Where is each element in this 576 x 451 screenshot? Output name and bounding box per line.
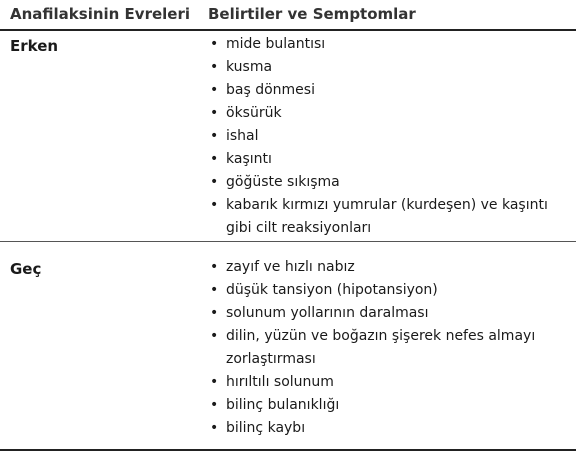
symptom-text: düşük tansiyon (hipotansiyon): [226, 282, 438, 298]
header-stage: Anafilaksinin Evreleri: [10, 5, 191, 23]
list-item: [208, 125, 558, 148]
bullet-icon: •: [210, 151, 219, 167]
bullet-icon: •: [210, 420, 219, 436]
symptom-text: zayıf ve hızlı nabız: [226, 259, 355, 275]
list-item: [208, 371, 558, 394]
list-item: [208, 302, 558, 325]
list-item: [208, 148, 558, 171]
symptom-text: ishal: [226, 128, 259, 144]
symptom-text: baş dönmesi: [226, 82, 315, 98]
header-symptoms: Belirtiler ve Semptomlar: [208, 5, 416, 23]
bullet-icon: •: [210, 82, 219, 98]
symptom-text: kusma: [226, 59, 273, 75]
bullet-icon: •: [210, 128, 219, 144]
symptom-text: göğüste sıkışma: [226, 174, 340, 190]
list-item: [208, 279, 558, 302]
stage-early: Erken: [10, 37, 59, 55]
bullet-icon: •: [210, 374, 219, 390]
bullet-icon: •: [210, 197, 219, 213]
symptom-text: mide bulantısı: [226, 36, 326, 52]
list-item: [208, 79, 558, 102]
symptom-text: bilinç kaybı: [226, 420, 306, 436]
bullet-icon: •: [210, 174, 219, 190]
symptom-text: dilin, yüzün ve boğazın şişerek nefes almayı zorlaştırması: [226, 328, 536, 367]
symptom-text: kabarık kırmızı yumrular (kurdeşen) ve kaşıntı gibi cilt reaksiyonları: [226, 197, 548, 236]
list-item: [208, 194, 558, 240]
symptom-text: kaşıntı: [226, 151, 272, 167]
symptom-text: bilinç bulanıklığı: [226, 397, 340, 413]
stage-late: Geç: [10, 260, 42, 278]
bullet-icon: •: [210, 59, 219, 75]
list-item: [208, 256, 558, 279]
table-header: [0, 0, 576, 28]
symptom-text: solunum yollarının daralması: [226, 305, 429, 321]
bullet-icon: •: [210, 105, 219, 121]
bullet-icon: •: [210, 282, 219, 298]
bullet-icon: •: [210, 397, 219, 413]
list-item: [208, 102, 558, 125]
list-item: [208, 394, 558, 417]
header-divider: [0, 29, 576, 31]
symptom-text: öksürük: [226, 105, 282, 121]
bullet-icon: •: [210, 259, 219, 275]
late-symptom-list: [208, 256, 558, 440]
symptom-text: hırıltılı solunum: [226, 374, 334, 390]
list-item: [208, 417, 558, 440]
list-item: [208, 56, 558, 79]
list-item: [208, 33, 558, 56]
list-item: [208, 171, 558, 194]
list-item: [208, 325, 558, 371]
bullet-icon: •: [210, 36, 219, 52]
bullet-icon: •: [210, 328, 219, 344]
bullet-icon: •: [210, 305, 219, 321]
row-divider: [0, 241, 576, 242]
early-symptom-list: [208, 33, 558, 240]
